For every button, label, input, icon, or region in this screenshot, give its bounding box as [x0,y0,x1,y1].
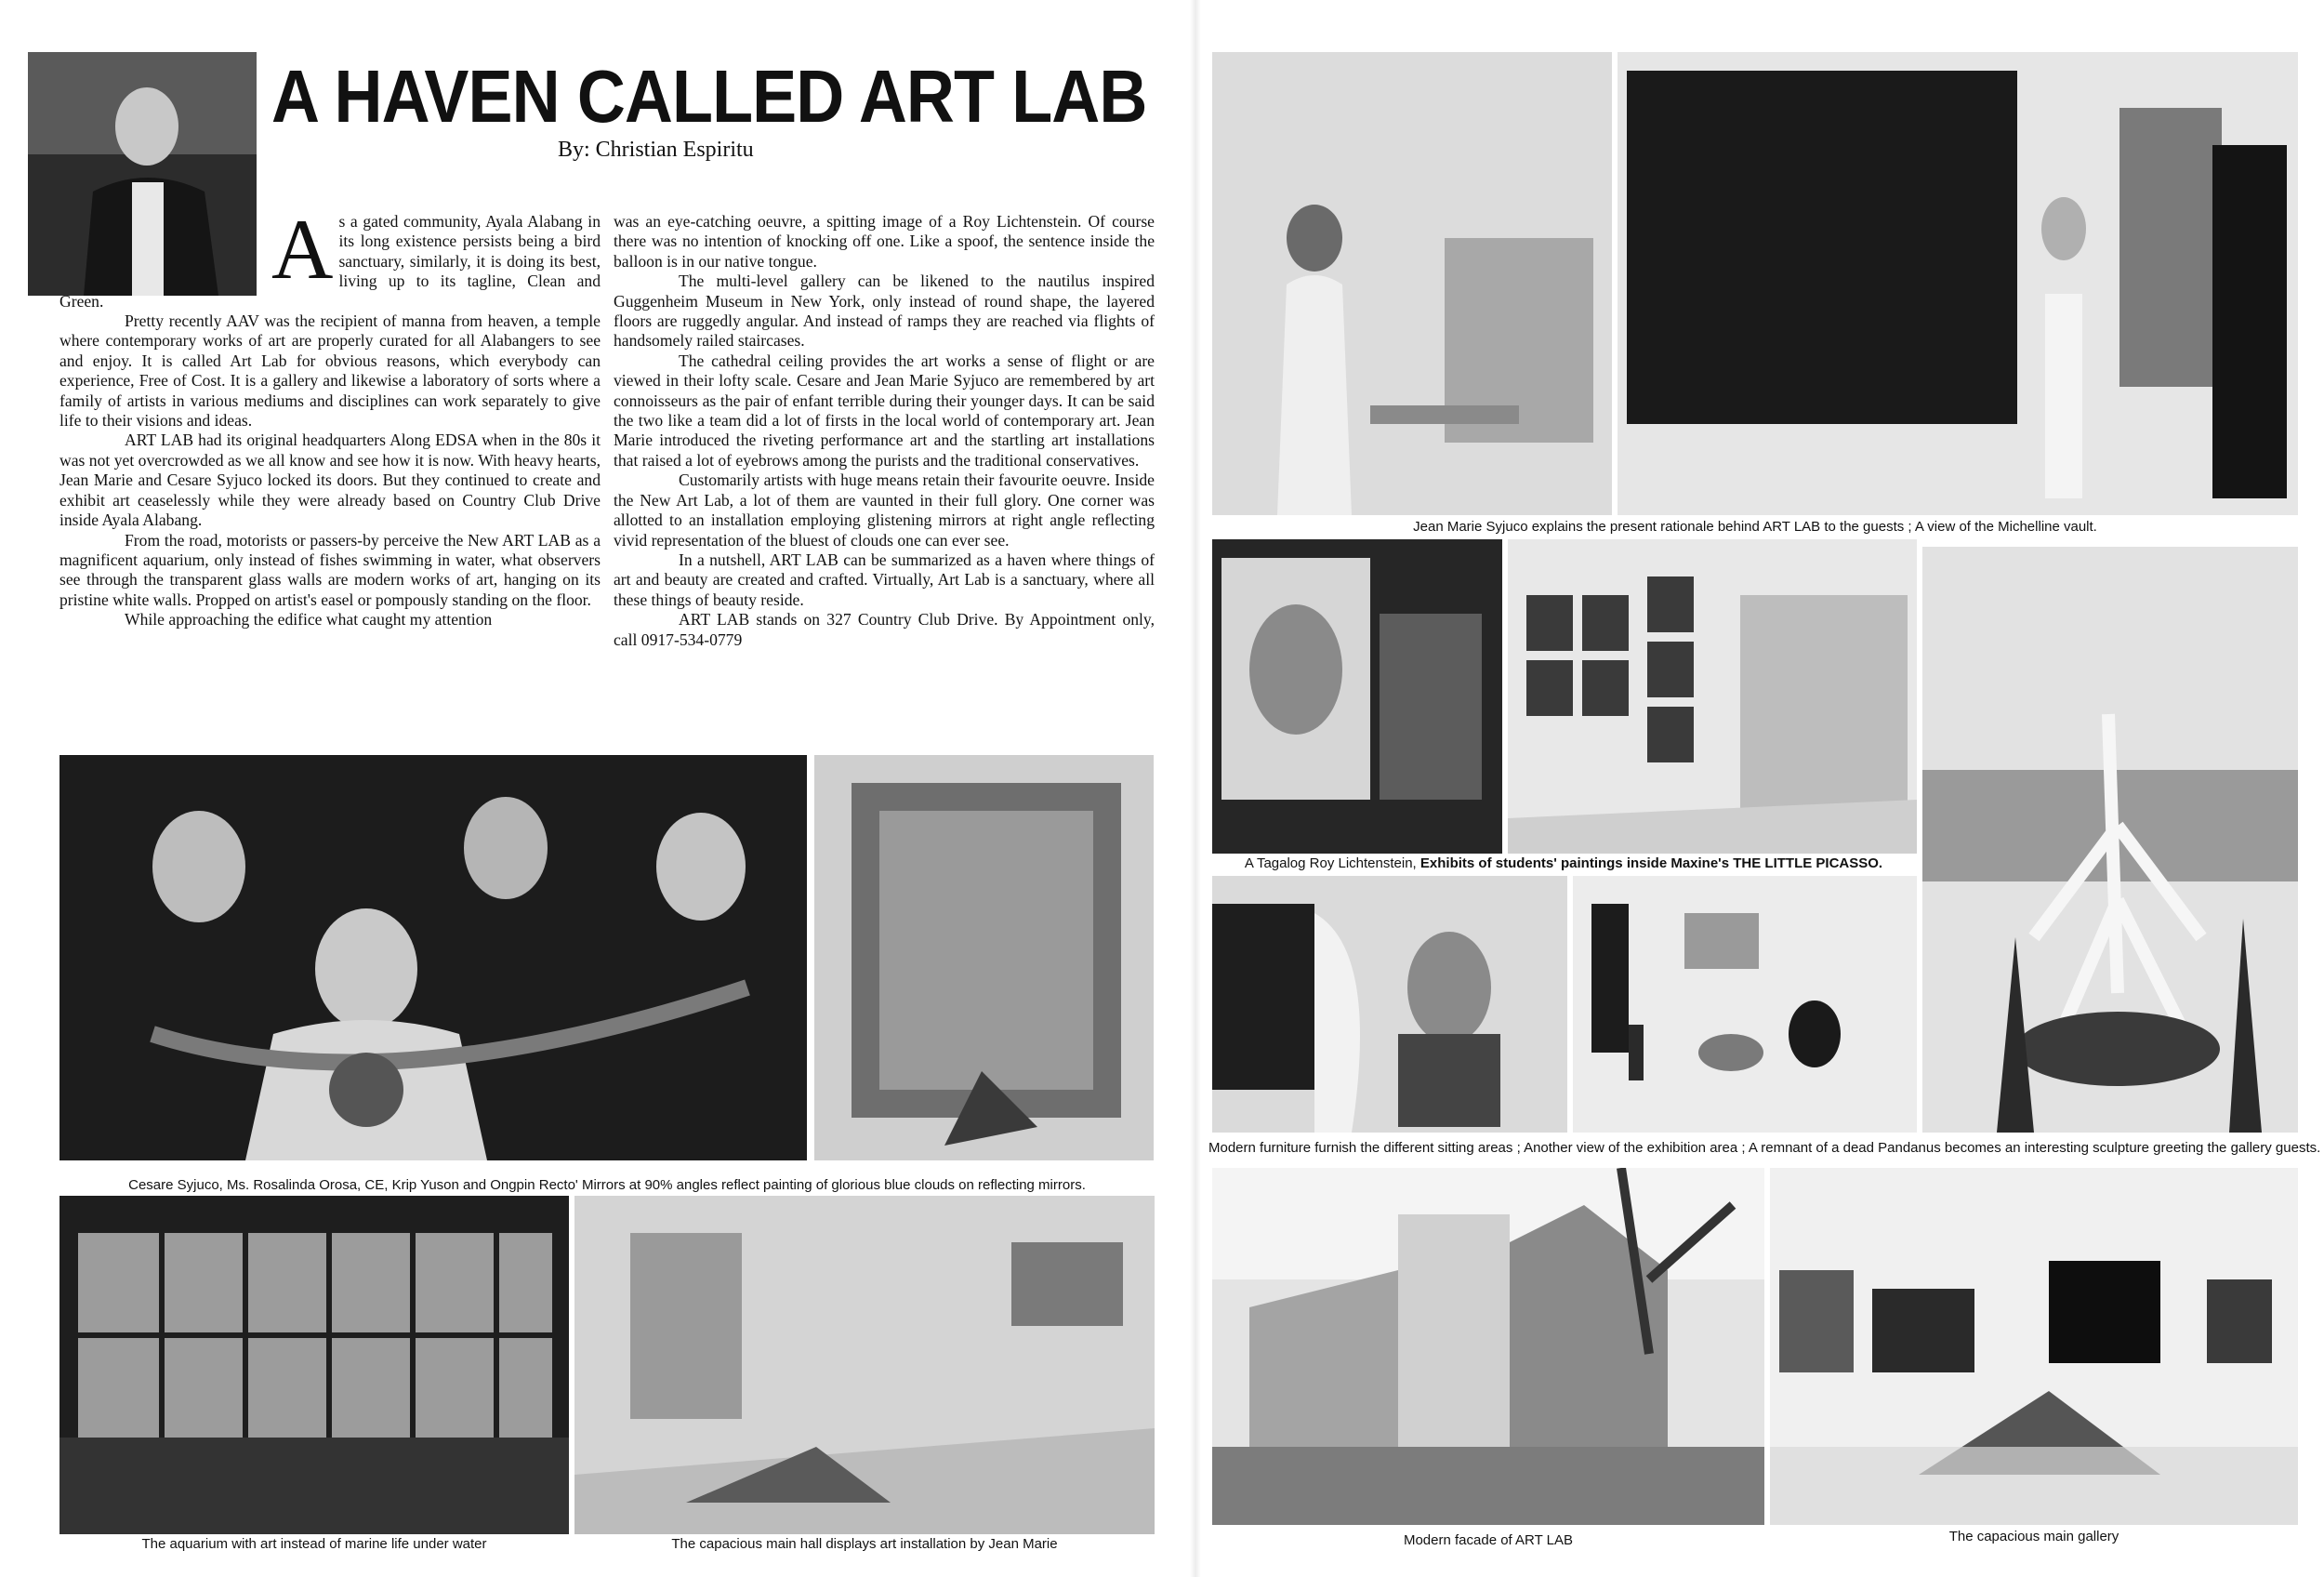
article-title: A HAVEN CALLED ART LAB [271,55,1147,138]
little-picasso-exhibit-photo [1508,539,1917,854]
paragraph-10: In a nutshell, ART LAB can be summarized as a haven where things of art and beauty are created and crafted. Virtually, Art Lab is a sanctuary, where all these things of beauty reside. [614,550,1155,609]
sitting-area-photo [1212,876,1567,1133]
main-gallery-photo [1770,1168,2298,1525]
exhibition-area-photo [1573,876,1917,1133]
paragraph-9: Customarily artists with huge means retain their favourite oeuvre. Inside the New Art Lab, a lot of them are vaunted in their full glory. One corner was allotted to an installation employing glistening mirrors at right angle reflecting vivid representation of the bluest of clouds one can ever see. [614,470,1155,550]
paragraph-6: was an eye-catching oeuvre, a spitting image of a Roy Lichtenstein. Of course there was no intention of knocking off one. Like a spoof, the sentence inside the balloon is in our native tongue. [614,212,1155,271]
caption-lichtenstein-prefix: A Tagalog Roy Lichtenstein, [1244,855,1420,871]
main-hall-photo [574,1196,1155,1534]
article-column-1 [59,202,601,630]
ribbon-cutting-photo [59,755,807,1160]
caption-little-picasso: Exhibits of students' paintings inside Maxine's THE LITTLE PICASSO. [1419,855,1883,871]
facade-photo [1212,1168,1764,1525]
paragraph-3: ART LAB had its original headquarters Along EDSA when in the 80s it was not yet overcrowded as we all know and see how it is now. With heavy hearts, Jean Marie and Cesare Syjuco locked its doors. But they continued to create and exhibit art ceaselessly while they were already based on Country Club Drive inside Ayala Alabang. [59,431,601,530]
caption-main-gallery: The capacious main gallery [1948,1529,2119,1544]
michelline-vault-photo [1618,52,2298,515]
caption-facade: Modern facade of ART LAB [1403,1532,1574,1548]
byline: By: Christian Espiritu [558,138,754,162]
caption-jean-marie: Jean Marie Syjuco explains the present rationale behind ART LAB to the guests ; A view of the Michelline vault. [1413,519,2097,535]
paragraph-5: While approaching the edifice what caught my attention [125,610,493,629]
drop-cap: A [271,202,334,297]
caption-aquarium: The aquarium with art instead of marine life under water [141,1536,487,1552]
paragraph-11: ART LAB stands on 327 Country Club Drive. By Appointment only, call 0917-534-0779 [614,610,1155,649]
paragraph-2: Pretty recently AAV was the recipient of manna from heaven, a temple where contemporary works of art are properly curated for all Alabangers to see and enjoy. It is called Art Lab for obvious reasons, which everybody can experience, Free of Cost. It is a gallery and likewise a laboratory of sorts where a family of artists in various mediums and disciplines can work separately to give life to their visions and ideas. [59,311,601,431]
paragraph-4: From the road, motorists or passers-by perceive the New ART LAB as a magnificent aquarium, only instead of fishes swimming in water, what observers see through the transparent glass walls are modern works of art, hanging on its pristine white walls. Propped on artist's easel or pompously standing on the floor. [59,530,601,609]
glass-facade-night-photo [59,1196,569,1534]
paragraph-7: The multi-level gallery can be likened to the nautilus inspired Guggenheim Museum in New York, only instead of round shape, the layered floors are ruggedly angular. And instead of ramps they are reached via flights of handsomely railed staircases. [614,272,1155,351]
caption-main-hall: The capacious main hall displays art installation by Jean Marie [671,1536,1058,1552]
pandanus-sculpture-photo [1922,547,2298,1133]
caption-furniture: Modern furniture furnish the different sitting areas ; Another view of the exhibition area ; A remnant of a dead Pandanus becomes an interesting sculpture greeting the gallery guests. [1208,1140,2321,1156]
lichtenstein-painting-photo [1212,539,1502,854]
mirror-installation-photo [814,755,1154,1160]
caption-lichtenstein [1212,855,1915,871]
paragraph-1: As a gated community, Ayala Alabang in its long existence persists being a bird sanctuary, similarly, it is doing its best, living up to its tagline, Clean and Green. [59,202,601,311]
spine-gutter [1190,0,1201,1577]
jean-marie-syjuco-photo [1212,52,1612,515]
paragraph-8: The cathedral ceiling provides the art works a sense of flight or are viewed in their lofty scale. Cesare and Jean Marie Syjuco are remembered by art connoisseurs as the pair of enfant terrible during their younger days. It can be said the two like a team did a lot of firsts in the local world of contemporary art. Jean Marie introduced the riveting performance art and the startling art installations that raised a lot of eyebrows among the purists and the traditional conservatives. [614,351,1155,470]
article-column-2 [614,212,1155,650]
caption-ribbon-cutting: Cesare Syjuco, Ms. Rosalinda Orosa, CE, Krip Yuson and Ongpin Recto' Mirrors at 90% angles reflect painting of glorious blue clouds on reflecting mirrors. [128,1177,1086,1193]
